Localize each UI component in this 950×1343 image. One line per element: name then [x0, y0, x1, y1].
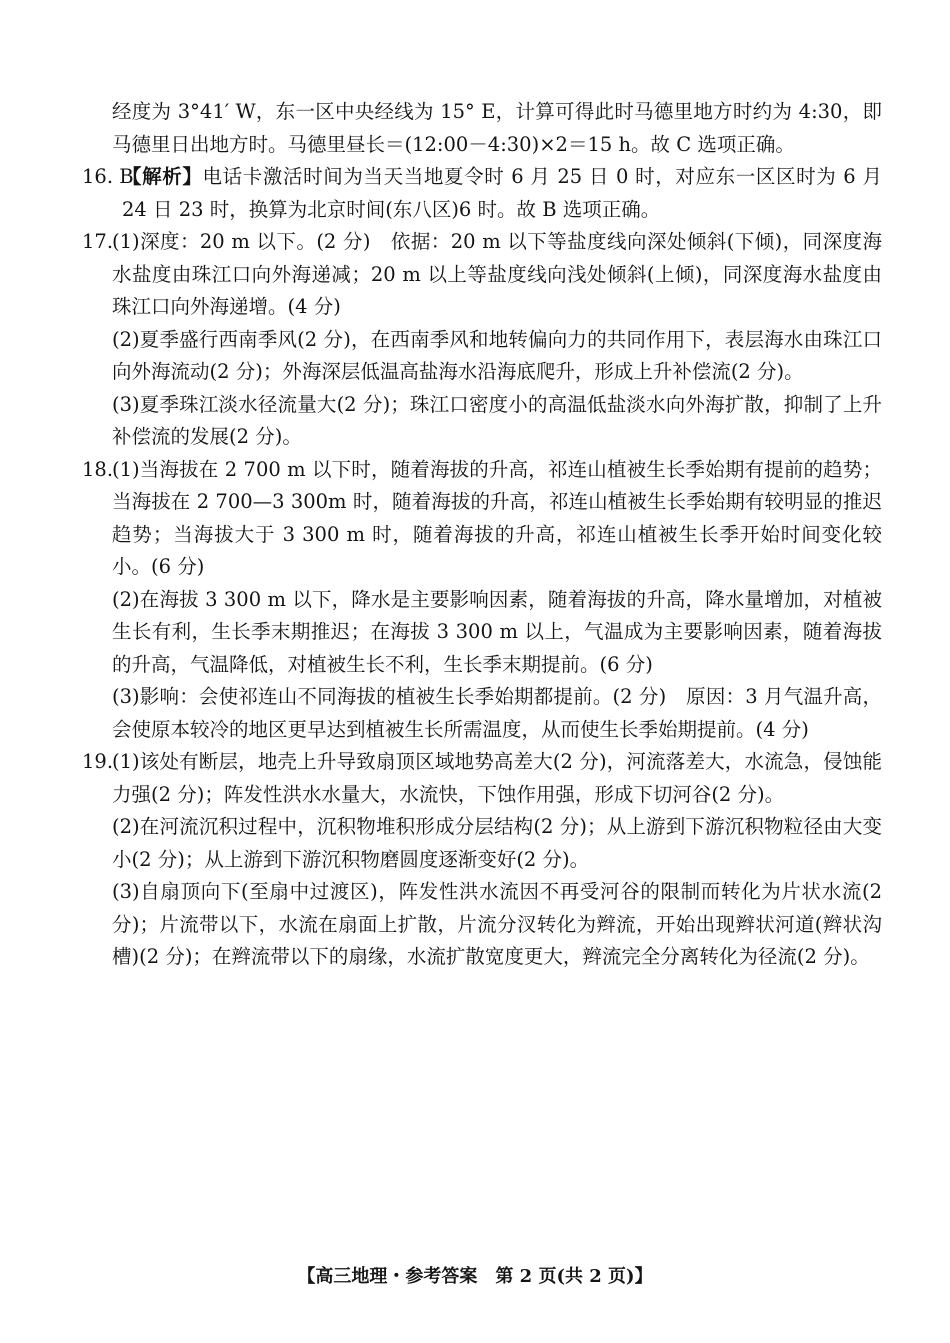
q16-text: 电话卡激活时间为当天当地夏令时 6 月 25 日 0 时，对应东一区区时为 6 月 24 日 23 时，换算为北京时间(东八区)6 时。故 B 选项正确。 [122, 165, 882, 221]
q15-continuation [82, 96, 882, 161]
answer-content [82, 96, 882, 974]
question-16 [82, 161, 882, 226]
question-number-19: 19. [82, 750, 114, 773]
q18-part-2: (2)在海拔 3 300 m 以下，降水是主要影响因素，随着海拔的升高，降水量增加，对植被生长有利，生长季末期推迟；在海拔 3 300 m 以上，气温成为主要影响因素，随着海拔的升高，气温降低，对植被生长不利，生长季末期提前。(6 分) [112, 587, 882, 676]
question-19 [82, 746, 882, 974]
q19-part-3: (3)自扇顶向下(至扇中过渡区)，阵发性洪水流因不再受河谷的限制而转化为片状水流(2 分)；片流带以下，水流在扇面上扩散，片流分汊转化为辫流，开始出现辫状河道(辫状沟槽)(2 分)；在辫流带以下的扇缘，水流扩散宽度更大，辫流完全分离转化为径流(2 分)。 [112, 880, 882, 968]
q18-part-3: (3)影响：会使祁连山不同海拔的植被生长季始期都提前。(2 分) 原因：3 月气温升高，会使原本较冷的地区更早达到植被生长所需温度，从而使生长季始期提前。(4 分) [112, 685, 882, 741]
q19-part-1: (1)该处有断层，地壳上升导致扇顶区域地势高差大(2 分)，河流落差大，水流急，侵蚀能力强(2 分)；阵发性洪水水量大，水流快，下蚀作用强，形成下切河谷(2 分)。 [112, 750, 882, 806]
question-17-body [112, 226, 882, 454]
question-18 [82, 454, 882, 747]
question-19-body [112, 746, 882, 974]
q17-part-3: (3)夏季珠江淡水径流量大(2 分)；珠江口密度小的高温低盐淡水向外海扩散，抑制了上升补偿流的发展(2 分)。 [112, 392, 882, 448]
question-number-17: 17. [82, 230, 114, 253]
analysis-tag: 【解析】 [122, 165, 203, 188]
page-footer: 【高三地理・参考答案 第 2 页(共 2 页)】 [297, 1266, 653, 1287]
question-17 [82, 226, 882, 454]
q16-answer [122, 161, 882, 226]
question-number-18: 18. [82, 457, 114, 481]
question-18-body [112, 454, 882, 747]
continuation-text: 经度为 3°41′ W，东一区中央经线为 15° E，计算可得此时马德里地方时约为 4:30，即马德里日出地方时。马德里昼长＝(12:00－4:30)×2＝15 h。故 C 选项正确。 [112, 100, 882, 156]
q18-part-1: (1)当海拔在 2 700 m 以下时，随着海拔的升高，祁连山植被生长季始期有提前的趋势；当海拔在 2 700—3 300m 时，随着海拔的升高，祁连山植被生长季始期有较明显的推迟趋势；当海拔大于 3 300 m 时，随着海拔的升高，祁连山植被生长季开始时间变化较小。(6 分) [112, 457, 882, 578]
question-16-body [112, 161, 882, 226]
question-number-16: 16. B [82, 165, 134, 188]
q17-part-1: (1)深度：20 m 以下。(2 分) 依据：20 m 以下等盐度线向深处倾斜(下倾)，同深度海水盐度由珠江口向外海递减；20 m 以上等盐度线向浅处倾斜(上倾)，同深度海水盐度由珠江口向外海递增。(4 分) [112, 230, 882, 318]
q19-part-2: (2)在河流沉积过程中，沉积物堆积形成分层结构(2 分)；从上游到下游沉积物粒径由大变小(2 分)；从上游到下游沉积物磨圆度逐渐变好(2 分)。 [112, 815, 882, 871]
q17-part-2: (2)夏季盛行西南季风(2 分)，在西南季风和地转偏向力的共同作用下，表层海水由珠江口向外海流动(2 分)；外海深层低温高盐海水沿海底爬升，形成上升补偿流(2 分)。 [112, 327, 882, 383]
